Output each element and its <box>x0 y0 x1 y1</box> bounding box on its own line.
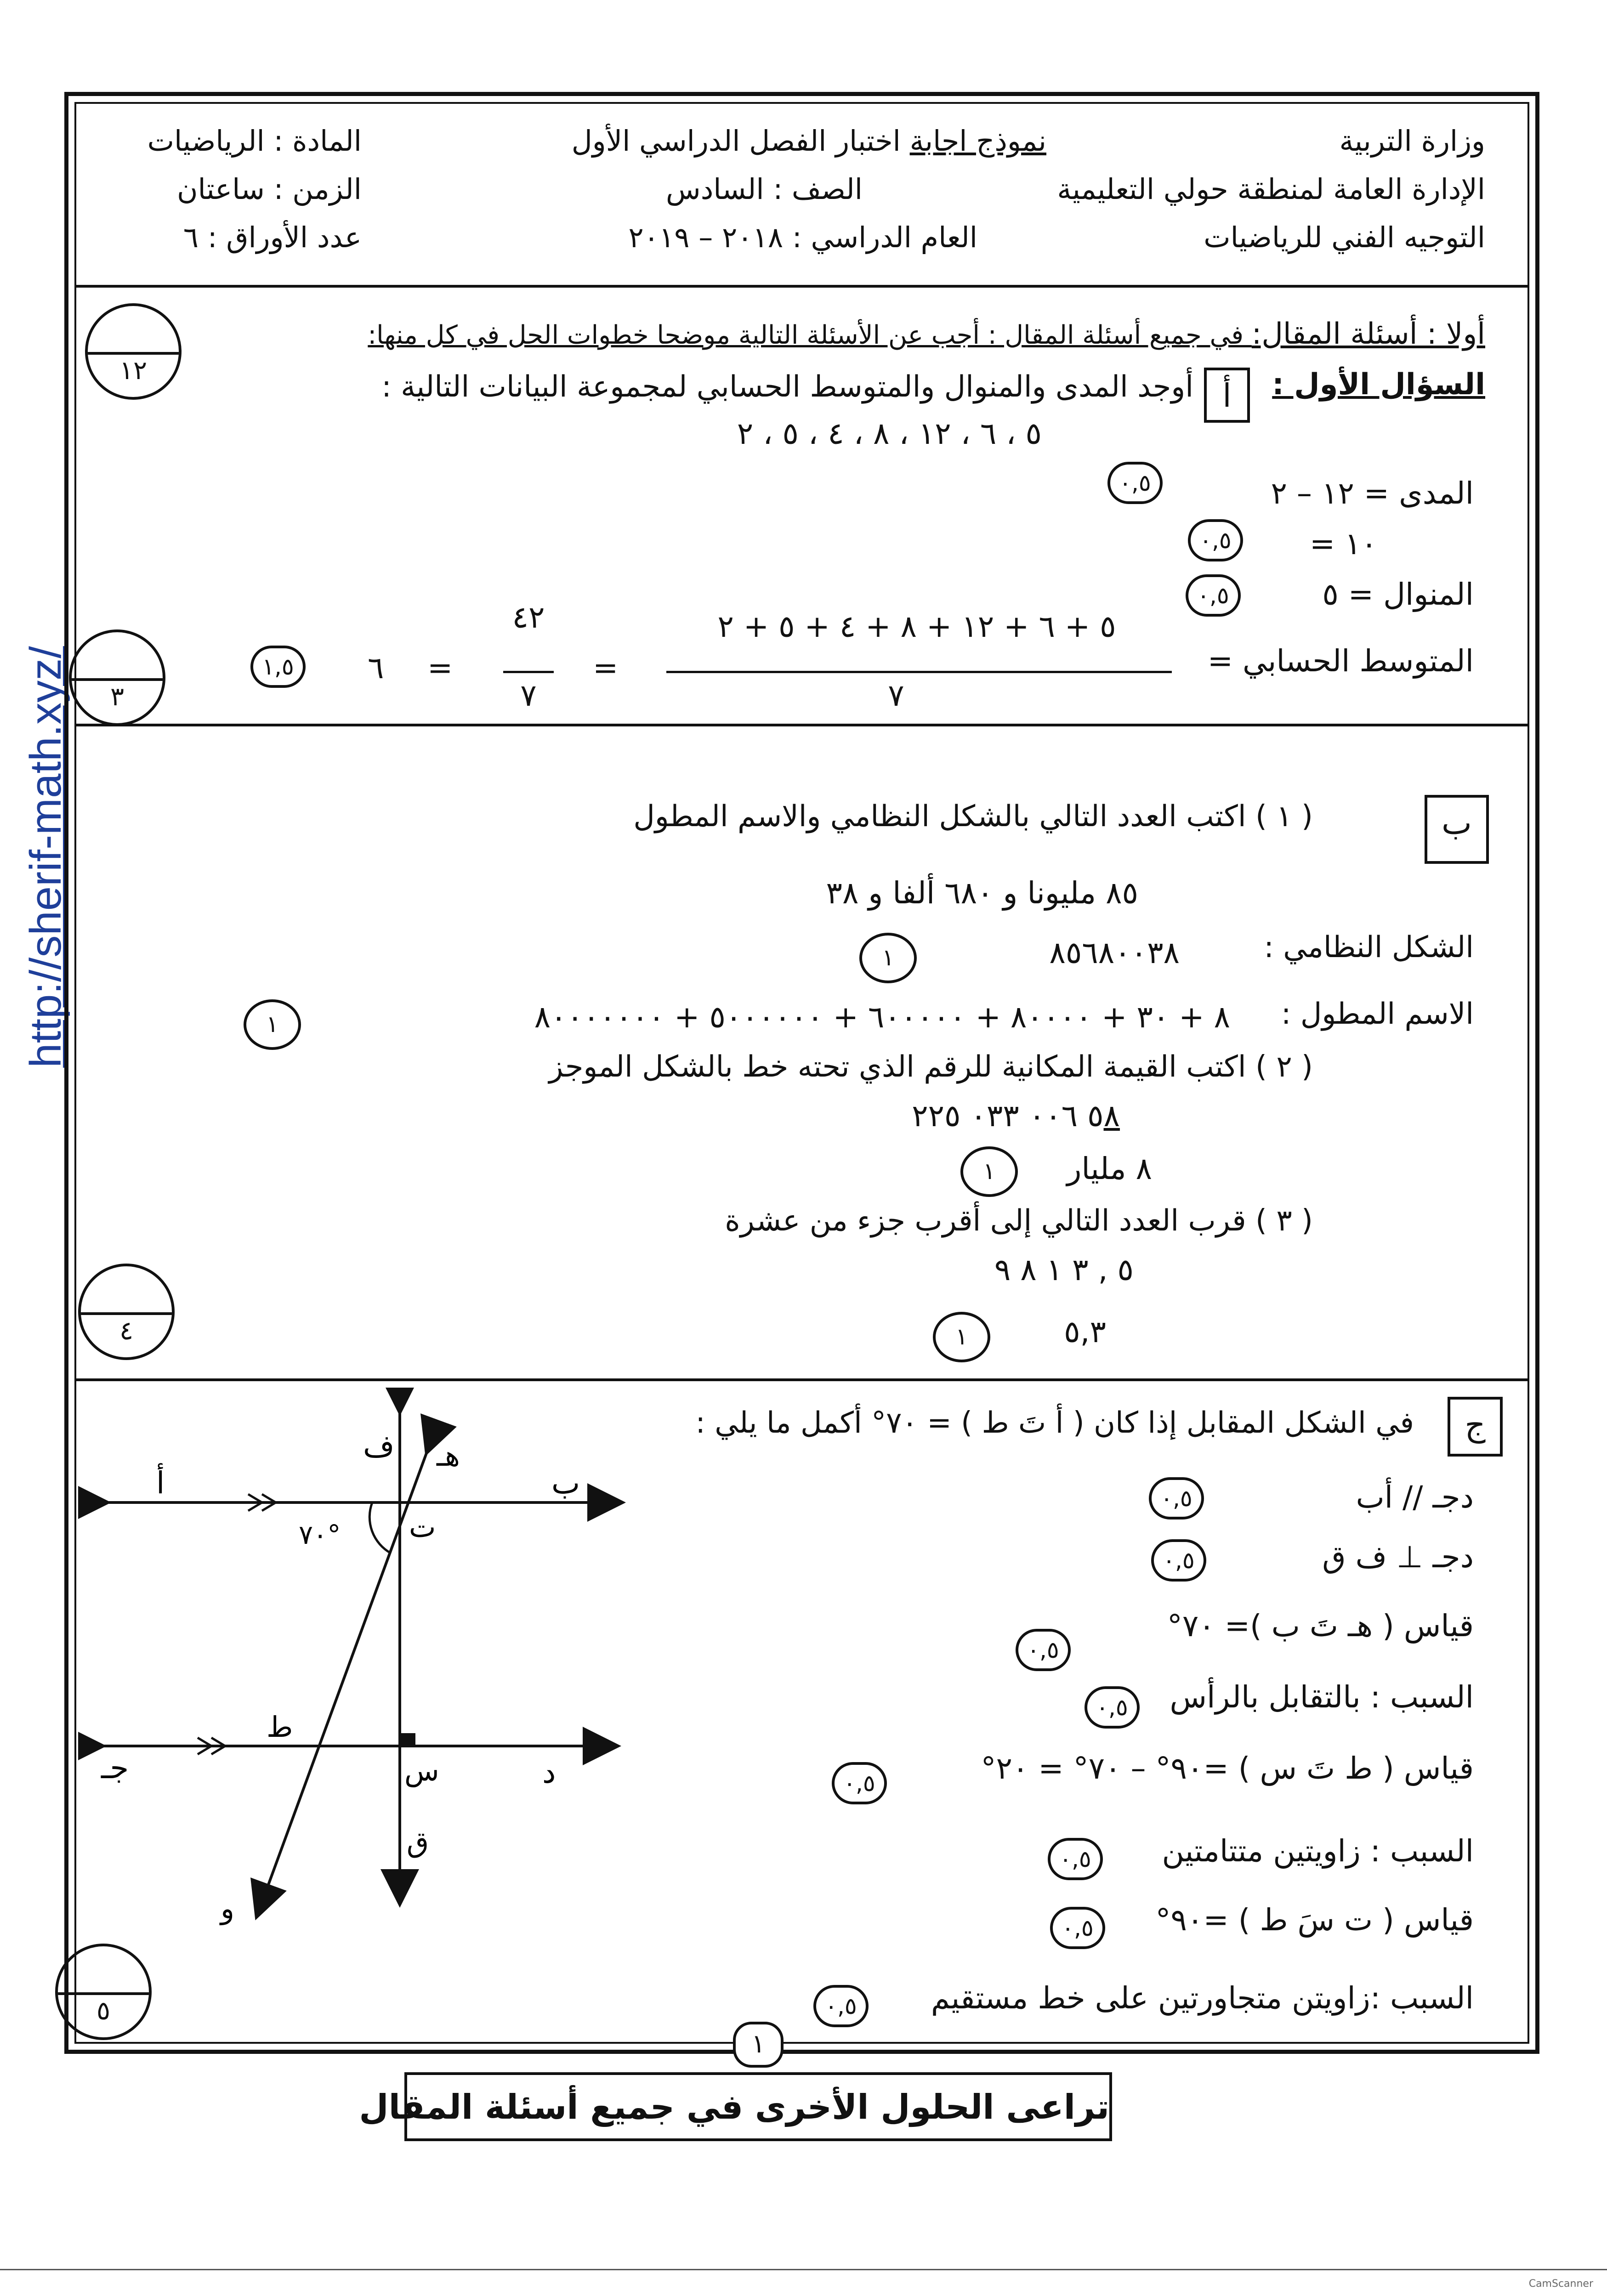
q1-prompt: ( ١ ) اكتب العدد التالي بالشكل النظامي والاسم المطول <box>633 799 1313 833</box>
mean-numerator: ٥ + ٦ + ١٢ + ٨ + ٤ + ٥ + ٢ <box>717 609 1116 644</box>
subject-label: المادة : الرياضيات <box>147 124 362 158</box>
answer-line-1: دجـ // أب <box>1356 1480 1474 1515</box>
label-f: ف <box>363 1429 395 1464</box>
footer-note: تراعى الحلول الأخرى في جميع أسئلة المقال <box>404 2072 1112 2141</box>
score-circle-part-b <box>78 1264 175 1360</box>
mark-line-6: ٠,٥ <box>1048 1838 1103 1880</box>
mean-fraction-denominator: ٧ <box>520 678 537 713</box>
score-part-c: ٥ <box>96 1996 111 2026</box>
mean-label: المتوسط الحسابي = <box>1207 643 1474 679</box>
q2-number-head: ٥ <box>1087 1098 1104 1134</box>
mark-range-2: ٠,٥ <box>1188 519 1243 561</box>
mark-line-1: ٠,٥ <box>1149 1477 1204 1519</box>
mark-mode: ٠,٥ <box>1186 574 1241 617</box>
label-j: جـ <box>101 1750 129 1786</box>
data-set: ٥ ، ٦ ، ١٢ ، ٨ ، ٤ ، ٥ ، ٢ <box>737 416 1042 451</box>
label-d: د <box>542 1755 556 1790</box>
mark-mean: ١,٥ <box>250 646 306 688</box>
mark-line-5: ٠,٥ <box>832 1762 887 1804</box>
part-a-prompt: أوجد المدى والمنوال والمتوسط الحسابي لمجموعة البيانات التالية : <box>381 370 1193 404</box>
mark-expanded: ١ <box>244 999 301 1050</box>
label-q: ق <box>407 1825 429 1859</box>
section2-divider <box>74 1378 1529 1381</box>
watermark-url[interactable]: http://sherif-math.xyz/ <box>21 646 70 1068</box>
directorate-name: الإدارة العامة لمنطقة حولي التعليمية <box>1057 172 1485 206</box>
score-part-b: ٤ <box>119 1316 134 1346</box>
q3-prompt: ( ٣ ) قرب العدد التالي إلى أقرب جزء من عشرة <box>725 1204 1313 1238</box>
answer-line-5: قياس ( ط تَ س ) =٩٠° – ٧٠° = ٢٠° <box>981 1751 1474 1786</box>
label-angle-70: ٧٠° <box>299 1519 341 1550</box>
mode-line: المنوال = ٥ <box>1322 577 1474 612</box>
academic-year: العام الدراسي : ٢٠١٨ – ٢٠١٩ <box>628 221 977 254</box>
expanded-form-value: ٨ + ٣٠ + ٨٠٠٠٠ + ٦٠٠٠٠٠ + ٥٠٠٠٠٠٠ + ٨٠٠٠٠٠٠٠ <box>534 999 1230 1035</box>
right-angle-mark <box>400 1733 415 1746</box>
answer-line-4: السبب : بالتقابل بالرأس <box>1170 1679 1474 1715</box>
label-a: أ <box>156 1465 165 1501</box>
mark-q3: ١ <box>933 1312 990 1362</box>
mean-fraction-numerator: ٤٢ <box>512 600 545 635</box>
mark-line-8: ٠,٥ <box>813 1985 869 2027</box>
section1-divider <box>74 724 1529 726</box>
angle-arc-70 <box>369 1502 391 1553</box>
mean-fraction-bar-2 <box>503 671 554 673</box>
label-t: ت <box>409 1510 436 1544</box>
mark-standard: ١ <box>859 933 917 983</box>
q2-answer: ٨ مليار <box>1067 1151 1152 1186</box>
answer-line-7: قياس ( ت سَ ط ) =٩٠° <box>1155 1902 1474 1938</box>
mark-line-4: ٠,٥ <box>1085 1686 1140 1729</box>
mean-denominator: ٧ <box>888 678 904 713</box>
mark-line-2: ٠,٥ <box>1151 1539 1206 1582</box>
q2-number-tail: ٠٠٦ ٠٣٣ ٢٢٥ <box>912 1098 1088 1134</box>
score-part-a: ٣ <box>110 682 125 712</box>
essay-title-instruction: في جميع أسئلة المقال : أجب عن الأسئلة التالية موضحا خطوات الحل في كل منها: <box>368 320 1252 350</box>
header-divider <box>74 285 1529 288</box>
q1-number: ٨٥ مليونا و ٦٨٠ ألفا و ٣٨ <box>826 875 1138 911</box>
label-tt: ط <box>267 1710 293 1744</box>
part-b-box: ب <box>1425 795 1489 864</box>
answer-line-8: السبب :زاويتن متجاورتين على خط مستقيم <box>931 1980 1474 2016</box>
score-circle-total <box>85 303 182 400</box>
answer-line-2: دجـ ⊥ ف ق <box>1322 1539 1474 1575</box>
mean-result: ٦ <box>368 650 384 686</box>
label-s: س <box>404 1754 439 1787</box>
exam-title-rest: اختبار الفصل الدراسي الأول <box>571 124 910 158</box>
essay-title-label: أولا : أسئلة المقال: <box>1251 317 1485 351</box>
mark-q2: ١ <box>960 1146 1018 1197</box>
mean-equals-2: = <box>427 650 453 686</box>
essay-title <box>368 317 1485 351</box>
duration-label: الزمن : ساعتان <box>176 172 362 206</box>
range-line-1: المدى = ١٢ – ٢ <box>1271 476 1474 511</box>
part-a-box: أ <box>1204 368 1250 423</box>
mark-line-3: ٠,٥ <box>1016 1629 1071 1671</box>
answer-line-6: السبب : زاويتين متتامتين <box>1162 1833 1474 1869</box>
q3-answer: ٥,٣ <box>1064 1314 1106 1349</box>
score-total: ١٢ <box>119 356 148 386</box>
score-circle-part-c <box>55 1944 152 2040</box>
question-one-label: السؤال الأول : <box>1272 368 1485 402</box>
score-circle-part-a <box>69 629 165 726</box>
geometry-figure <box>78 1388 630 1930</box>
range-line-2: = ١٠ <box>1309 526 1377 561</box>
ministry-name: وزارة التربية <box>1339 124 1485 158</box>
department-name: التوجيه الفني للرياضيات <box>1204 221 1485 254</box>
mark-line-7: ٠,٥ <box>1050 1907 1105 1949</box>
exam-title-prefix: نموذج اجابة <box>909 124 1046 158</box>
mean-fraction-bar <box>666 671 1172 673</box>
expanded-form-label: الاسم المطول : <box>1281 997 1474 1031</box>
answer-line-3: قياس ( هـ تَ ب )= ٧٠° <box>1167 1608 1474 1644</box>
label-h: هـ <box>437 1439 460 1473</box>
q3-number: ٥ , ٣ ١ ٨ ٩ <box>994 1252 1134 1287</box>
q2-number <box>912 1098 1120 1134</box>
q2-prompt: ( ٢ ) اكتب القيمة المكانية للرقم الذي تحته خط بالشكل الموجز <box>549 1050 1313 1084</box>
q2-underlined-digit: ٨ <box>1103 1098 1120 1134</box>
scanner-watermark: CamScanner <box>1528 2278 1593 2290</box>
mean-equals-1: = <box>593 650 619 686</box>
part-c-prompt: في الشكل المقابل إذا كان ( أ تَ ط ) = ٧٠° أكمل ما يلي : <box>695 1406 1414 1440</box>
mark-range: ٠,٥ <box>1107 462 1163 504</box>
footer-rule <box>0 2269 1607 2270</box>
part-c-box: ج <box>1448 1397 1503 1457</box>
label-w: و <box>221 1892 234 1925</box>
grade-label: الصف : السادس <box>666 172 863 206</box>
page-number: ١ <box>733 2022 784 2068</box>
standard-form-label: الشكل النظامي : <box>1264 930 1474 964</box>
exam-title <box>572 124 1046 158</box>
standard-form-value: ٨٥٦٨٠٠٣٨ <box>1049 935 1180 970</box>
label-b: ب <box>551 1465 580 1501</box>
pages-count-label: عدد الأوراق : ٦ <box>183 221 362 254</box>
